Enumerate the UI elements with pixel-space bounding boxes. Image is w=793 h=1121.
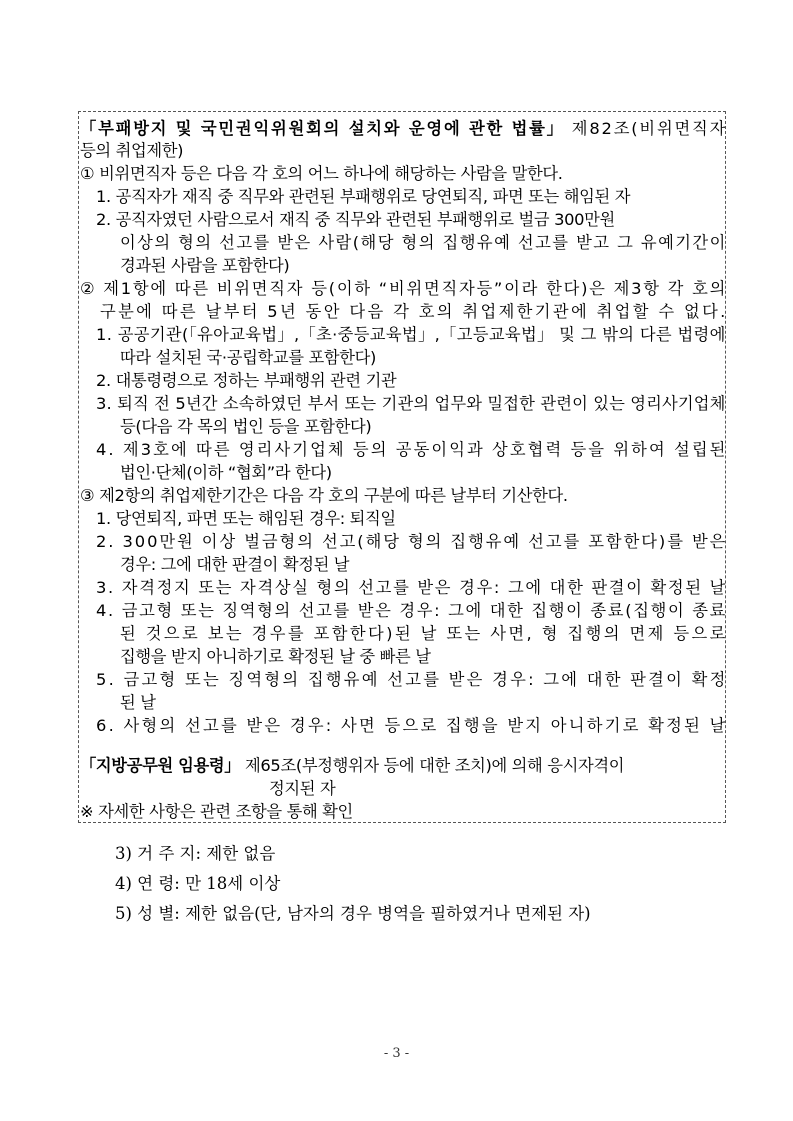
- line-text: 등의 취업제한): [80, 141, 184, 160]
- line-text: 된 것으로 보는 경우를 포함한다)된 날 또는 사면, 형 집행의 면제 등으로: [120, 624, 728, 643]
- line-text: 4. 금고형 또는 징역형의 선고를 받은 경우: 그에 대한 집행이 종료(집행이 종료: [96, 601, 728, 620]
- line-text: 따라 설치된 국·공립학교를 포함한다): [120, 348, 376, 367]
- line-text: 집행을 받지 아니하기로 확정된 날 중 빠른 날: [120, 647, 431, 666]
- regulation-line: [96, 439, 727, 461]
- regulation-line: [80, 755, 624, 777]
- regulation-line: [96, 186, 630, 208]
- regulation-line: [80, 278, 727, 300]
- regulation-line-text: [96, 716, 728, 735]
- line-text: 2. 공직자였던 사람으로서 재직 중 직무와 관련된 부패행위로 벌금 300만원: [96, 210, 615, 229]
- line-text: 1. 공직자가 재직 중 직무와 관련된 부패행위로 당연퇴직, 파면 또는 해임된 자: [96, 187, 631, 206]
- regulation-line-text: [269, 779, 335, 798]
- line-text: ① 비위면직자 등은 다음 각 호의 어느 하나에 해당하는 사람을 말한다.: [80, 164, 563, 183]
- regulation-line-text: [96, 371, 396, 390]
- regulation-line-text: [96, 670, 728, 689]
- regulation-line: [96, 531, 727, 553]
- regulation-line-text: [96, 509, 396, 528]
- line-text: 경우: 그에 대한 판결이 확정된 날: [120, 555, 350, 574]
- regulation-line: [120, 692, 156, 714]
- requirement-item: [115, 843, 275, 865]
- regulation-line-text: [120, 624, 728, 643]
- regulation-line: [120, 646, 431, 668]
- regulation-line: [96, 393, 726, 415]
- regulation-line-text: [80, 164, 563, 183]
- regulation-line-text: [80, 756, 624, 775]
- regulation-line: [269, 778, 335, 800]
- regulation-line: [120, 462, 332, 484]
- regulation-line-text: [120, 417, 371, 436]
- regulation-line-text: [120, 233, 727, 252]
- regulation-line-text: [80, 802, 353, 821]
- requirement-item-text: [115, 844, 275, 863]
- regulation-line-text: [100, 302, 728, 321]
- line-text: 구분에 따른 날부터 5년 동안 다음 각 호의 취업제한기관에 취업할 수 없다.: [100, 302, 728, 321]
- line-text: 등(다음 각 목의 법인 등을 포함한다): [120, 417, 372, 436]
- regulation-line-text: [120, 647, 431, 666]
- regulation-line-text: [120, 348, 376, 367]
- regulation-line: [120, 347, 376, 369]
- regulation-line: [80, 118, 727, 140]
- requirement-item-text: [115, 904, 591, 923]
- regulation-line-text: [96, 601, 727, 620]
- line-text: 6. 사형의 선고를 받은 경우: 사면 등으로 집행을 받지 아니하기로 확정된 날: [96, 716, 728, 735]
- regulation-line-text: [96, 532, 727, 551]
- regulation-line: [100, 301, 728, 323]
- line-text: 5) 성 별: 제한 없음(단, 남자의 경우 병역을 필하였거나 면제된 자): [115, 904, 591, 923]
- regulation-line: [80, 163, 563, 185]
- regulation-line-text: [80, 486, 568, 505]
- regulation-line: [96, 508, 396, 530]
- line-text: 2. 대통령령으로 정하는 부패행위 관련 기관: [96, 371, 397, 390]
- regulation-line: [120, 623, 728, 645]
- regulation-line: [120, 416, 371, 438]
- regulation-line: [96, 669, 728, 691]
- regulation-line: [120, 554, 349, 576]
- regulation-line-text: [96, 394, 726, 413]
- line-text: 2. 300만원 이상 벌금형의 선고(해당 형의 집행유예 선고를 포함한다)를 받은: [96, 532, 728, 551]
- regulation-line: [96, 715, 728, 737]
- regulation-line: [96, 600, 727, 622]
- requirement-item: [115, 903, 591, 925]
- line-text: 경과된 사람을 포함한다): [120, 256, 290, 275]
- regulation-line-text: [120, 693, 156, 712]
- line-text: 제82조(비위면직자: [564, 119, 728, 138]
- line-text: 제65조(부정행위자 등에 대한 조치)에 의해 응시자격이: [240, 756, 625, 775]
- line-text: 된 날: [120, 693, 156, 712]
- requirement-item: [115, 873, 280, 895]
- line-text: 1. 공공기관(「유아교육법」,「초·중등교육법」,「고등교육법」 및 그 밖의 다른 법령에: [96, 325, 726, 344]
- regulation-line: [96, 324, 726, 346]
- regulation-line-text: [96, 440, 727, 459]
- line-text: 정지된 자: [269, 779, 336, 798]
- regulation-line-text: [96, 578, 727, 597]
- line-text: 3. 자격정지 또는 자격상실 형의 선고를 받은 경우: 그에 대한 판결이 확정된 날: [96, 578, 728, 597]
- regulation-line-text: [120, 463, 332, 482]
- law-title: 「부패방지 및 국민권익위원회의 설치와 운영에 관한 법률」: [80, 119, 565, 138]
- regulation-line-text: [96, 210, 615, 229]
- line-text: ③ 제2항의 취업제한기간은 다음 각 호의 구분에 따른 날부터 기산한다.: [80, 486, 568, 505]
- regulation-line: [120, 255, 289, 277]
- law-title: 「지방공무원 임용령」: [80, 756, 241, 775]
- line-text: ※ 자세한 사항은 관련 조항을 통해 확인: [80, 802, 353, 821]
- regulation-line-text: [80, 279, 727, 298]
- regulation-line: [120, 232, 727, 254]
- regulation-line: [80, 485, 568, 507]
- line-text: 이상의 형의 선고를 받은 사람(해당 형의 집행유예 선고를 받고 그 유예기간이: [120, 233, 727, 252]
- regulation-line-text: [80, 119, 727, 138]
- line-text: 3) 거 주 지: 제한 없음: [115, 844, 276, 863]
- regulation-line-text: [120, 256, 289, 275]
- page-number: - 3 -: [383, 1046, 410, 1061]
- regulation-line: [96, 577, 727, 599]
- regulation-line-text: [96, 187, 630, 206]
- line-text: 1. 당연퇴직, 파면 또는 해임된 경우: 퇴직일: [96, 509, 396, 528]
- regulation-line-text: [80, 141, 183, 160]
- regulation-line: [80, 801, 353, 823]
- line-text: 4) 연 령: 만 18세 이상: [115, 874, 281, 893]
- regulation-line: [80, 140, 183, 162]
- regulation-line: [96, 209, 615, 231]
- line-text: 5. 금고형 또는 징역형의 집행유예 선고를 받은 경우: 그에 대한 판결이 확정: [96, 670, 728, 689]
- regulation-line-text: [120, 555, 349, 574]
- line-text: 3. 퇴직 전 5년간 소속하였던 부서 또는 기관의 업무와 밀접한 관련이 있는 영리사기업체: [96, 394, 726, 413]
- line-text: 법인·단체(이하 “협회”라 한다): [120, 463, 332, 482]
- requirement-item-text: [115, 874, 280, 893]
- regulation-line-text: [96, 325, 726, 344]
- line-text: 4. 제3호에 따른 영리사기업체 등의 공동이익과 상호협력 등을 위하여 설립된: [96, 440, 728, 459]
- regulation-line: [96, 370, 396, 392]
- line-text: ② 제1항에 따른 비위면직자 등(이하 “비위면직자등”이라 한다)은 제3항 각 호의: [80, 279, 728, 298]
